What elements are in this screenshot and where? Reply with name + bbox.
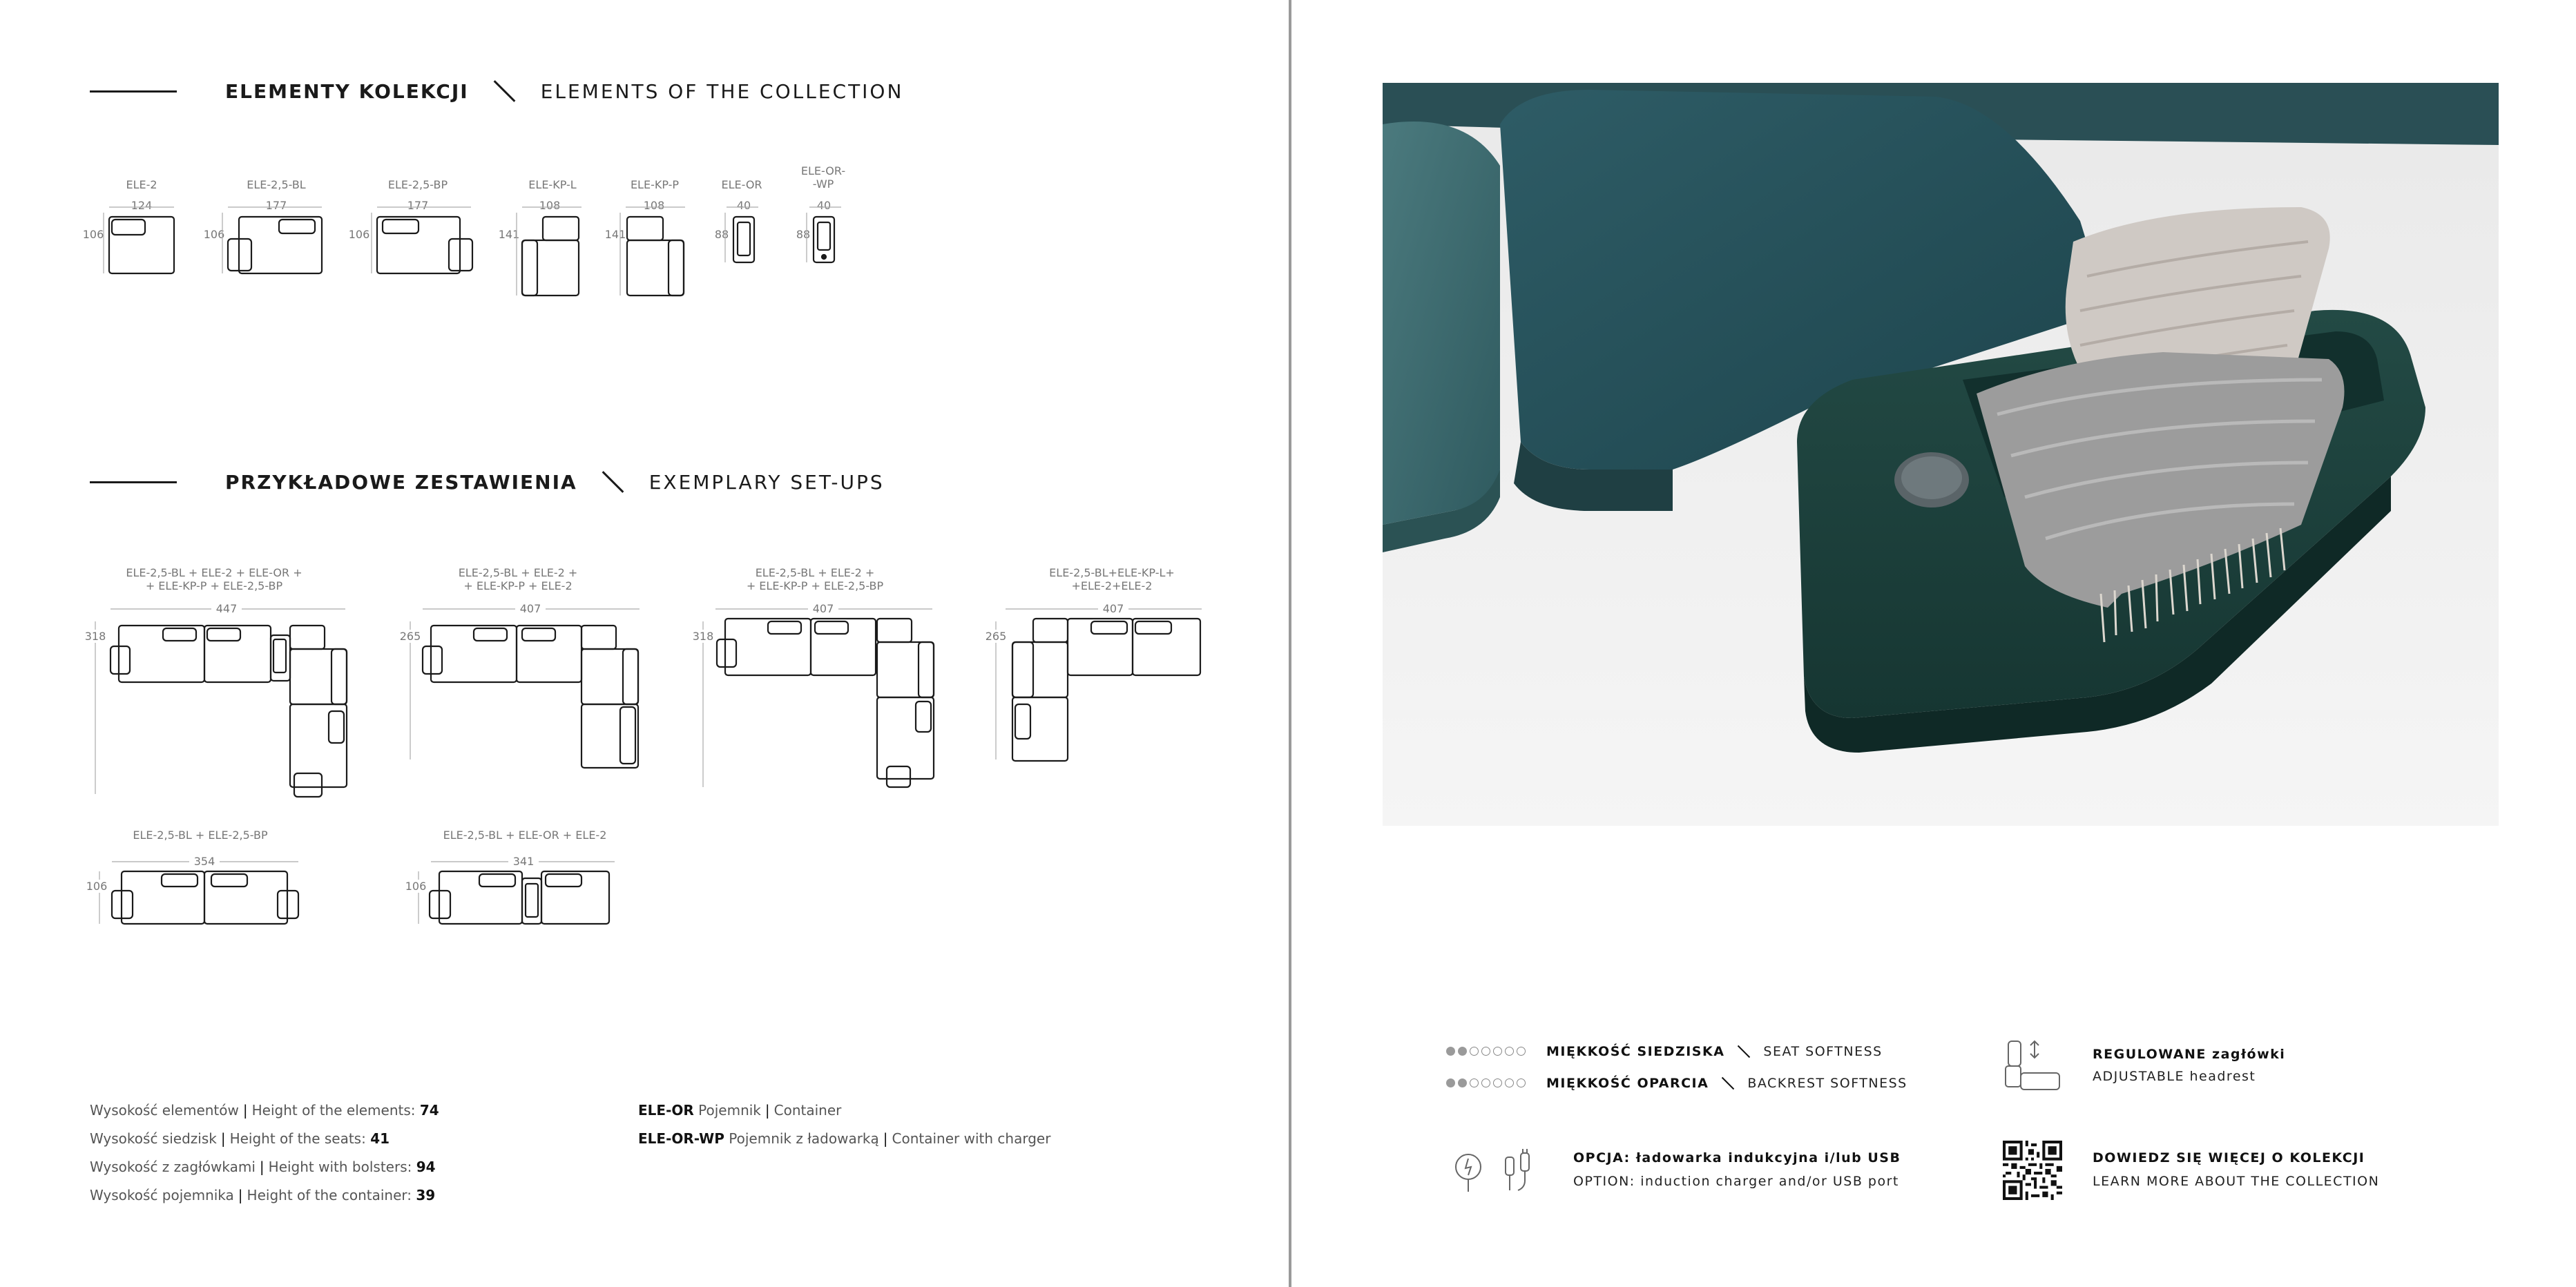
setups-title-pl: PRZYKŁADOWE ZESTAWIENIA — [225, 470, 577, 494]
setup-label: ELE-2,5-BL + ELE-2 + + ELE-KP-P + ELE-2,5-BP — [746, 566, 884, 592]
element-width: 124 — [131, 199, 153, 212]
element-width: 177 — [265, 199, 287, 212]
setup-label: ELE-2,5-BL + ELE-2 + ELE-OR + + ELE-KP-P + ELE-2,5-BP — [126, 566, 302, 592]
element-width: 108 — [539, 199, 561, 212]
setup-label: ELE-2,5-BL+ELE-KP-L+ +ELE-2+ELE-2 — [1049, 566, 1175, 592]
element-code: ELE-2,5-BL — [247, 178, 306, 191]
spec-code: ELE-OR — [638, 1102, 694, 1119]
heading-slash — [601, 470, 624, 494]
setup-label: ELE-2,5-BL + ELE-OR + ELE-2 — [443, 829, 607, 842]
spec-row: ELE-OR-WP Pojemnik z ładowarką | Container with charger — [638, 1130, 1051, 1147]
collection-title-pl: ELEMENTY KOLEKCJI — [225, 79, 469, 103]
slash-divider — [1722, 1076, 1733, 1090]
backrest-softness-en: BACKREST SOFTNESS — [1747, 1076, 1907, 1091]
setup-height: 265 — [983, 630, 1008, 643]
setup-height: 106 — [84, 880, 109, 893]
spec-value: 41 — [370, 1130, 390, 1147]
spec-code: ELE-OR-WP — [638, 1130, 724, 1147]
setup-width: 407 — [1098, 602, 1128, 615]
spec-pl: Wysokość pojemnika — [90, 1187, 234, 1203]
seat-softness-dots-icon — [1446, 1045, 1528, 1058]
seat-softness-en: SEAT SOFTNESS — [1763, 1044, 1883, 1059]
setup-height: 318 — [83, 630, 108, 643]
qr-code-icon[interactable] — [2003, 1141, 2062, 1200]
element-height: 88 — [714, 228, 729, 241]
setups-heading — [90, 461, 885, 503]
element-height: 106 — [82, 228, 104, 241]
collection-title-en: ELEMENTS OF THE COLLECTION — [540, 79, 904, 103]
element-code: ELE-2,5-BP — [387, 178, 448, 191]
sofa-photo — [1383, 83, 2499, 826]
element-code: ELE-KP-P — [630, 178, 680, 191]
spec-pl: Wysokość z zagłówkami — [90, 1159, 256, 1175]
setup-width: 447 — [211, 602, 242, 615]
element-width: 40 — [736, 199, 751, 212]
container-specs — [638, 1102, 1050, 1159]
seat-softness-row — [1446, 1044, 1883, 1059]
learn-more-feature[interactable] — [2093, 1150, 2379, 1189]
spec-pl: Wysokość elementów — [90, 1102, 239, 1119]
element-code: ELE-KP-L — [528, 178, 577, 191]
backrest-softness-row — [1446, 1076, 1907, 1091]
sofa-image — [1383, 83, 2499, 826]
spec-row: Wysokość pojemnika | Height of the container: 39 — [90, 1187, 436, 1203]
headrest-feature — [2093, 1047, 2285, 1084]
element-height: 141 — [498, 228, 520, 241]
slash-divider — [1738, 1045, 1749, 1058]
setup-height: 318 — [691, 630, 715, 643]
spec-pl: Pojemnik z ładowarką — [729, 1130, 879, 1147]
headrest-pl: REGULOWANE zagłówki — [2093, 1047, 2286, 1062]
spec-en: Height of the seats: — [229, 1130, 366, 1147]
charger-en: OPTION: induction charger and/or USB port — [1573, 1174, 1899, 1189]
element-height: 141 — [604, 228, 626, 241]
spec-en: Height of the elements: — [251, 1102, 416, 1119]
spec-en: Height of the container: — [247, 1187, 412, 1203]
setup-label: ELE-2,5-BL + ELE-2,5-BP — [133, 829, 268, 842]
setups-title-en: EXEMPLARY SET-UPS — [648, 470, 885, 494]
setup-label: ELE-2,5-BL + ELE-2 + + ELE-KP-P + ELE-2 — [458, 566, 578, 592]
backrest-softness-pl: MIĘKKOŚĆ OPARCIA — [1546, 1076, 1709, 1091]
element-height: 106 — [203, 228, 225, 241]
seat-softness-pl: MIĘKKOŚĆ SIEDZISKA — [1546, 1044, 1725, 1059]
spec-row: Wysokość siedzisk | Height of the seats: 41 — [90, 1130, 390, 1147]
setup-height: 106 — [403, 880, 428, 893]
height-specs — [90, 1102, 439, 1215]
element-width: 177 — [407, 199, 429, 212]
element-width: 108 — [643, 199, 665, 212]
headrest-icon — [2003, 1036, 2065, 1094]
backrest-softness-dots-icon — [1446, 1077, 1528, 1090]
element-width: 40 — [816, 199, 832, 212]
spec-en: Height with bolsters: — [268, 1159, 412, 1175]
spec-row: Wysokość z zagłówkami | Height with bolsters: 94 — [90, 1159, 436, 1175]
setup-width: 341 — [508, 855, 539, 868]
setup-width: 407 — [515, 602, 546, 615]
spec-value: 74 — [419, 1102, 439, 1119]
element-code: ELE-OR- -WP — [800, 164, 846, 191]
spec-value: 94 — [416, 1159, 436, 1175]
spec-row: Wysokość elementów | Height of the elements: 74 — [90, 1102, 439, 1119]
learn-more-pl[interactable]: DOWIEDZ SIĘ WIĘCEJ O KOLEKCJI — [2093, 1150, 2365, 1165]
spec-pl: Wysokość siedzisk — [90, 1130, 217, 1147]
spec-en: Container — [773, 1102, 842, 1119]
spec-pl: Pojemnik — [698, 1102, 761, 1119]
setup-width: 407 — [808, 602, 838, 615]
learn-more-en[interactable]: LEARN MORE ABOUT THE COLLECTION — [2093, 1174, 2380, 1189]
spec-row: ELE-OR Pojemnik | Container — [638, 1102, 842, 1119]
heading-rule — [90, 481, 177, 483]
charger-pl: OPCJA: ładowarka indukcyjna i/lub USB — [1573, 1150, 1901, 1165]
element-code: ELE-OR — [721, 178, 762, 191]
element-height: 88 — [796, 228, 811, 241]
spec-value: 39 — [416, 1187, 436, 1203]
element-code: ELE-2 — [126, 178, 157, 191]
headrest-en: ADJUSTABLE headrest — [2093, 1069, 2256, 1084]
usb-icon — [1501, 1146, 1540, 1196]
spec-en: Container with charger — [892, 1130, 1051, 1147]
setup-height: 265 — [398, 630, 423, 643]
charger-feature — [1573, 1150, 1901, 1189]
right-page — [1293, 0, 2576, 1287]
setup-width: 354 — [189, 855, 220, 868]
element-height: 106 — [348, 228, 370, 241]
